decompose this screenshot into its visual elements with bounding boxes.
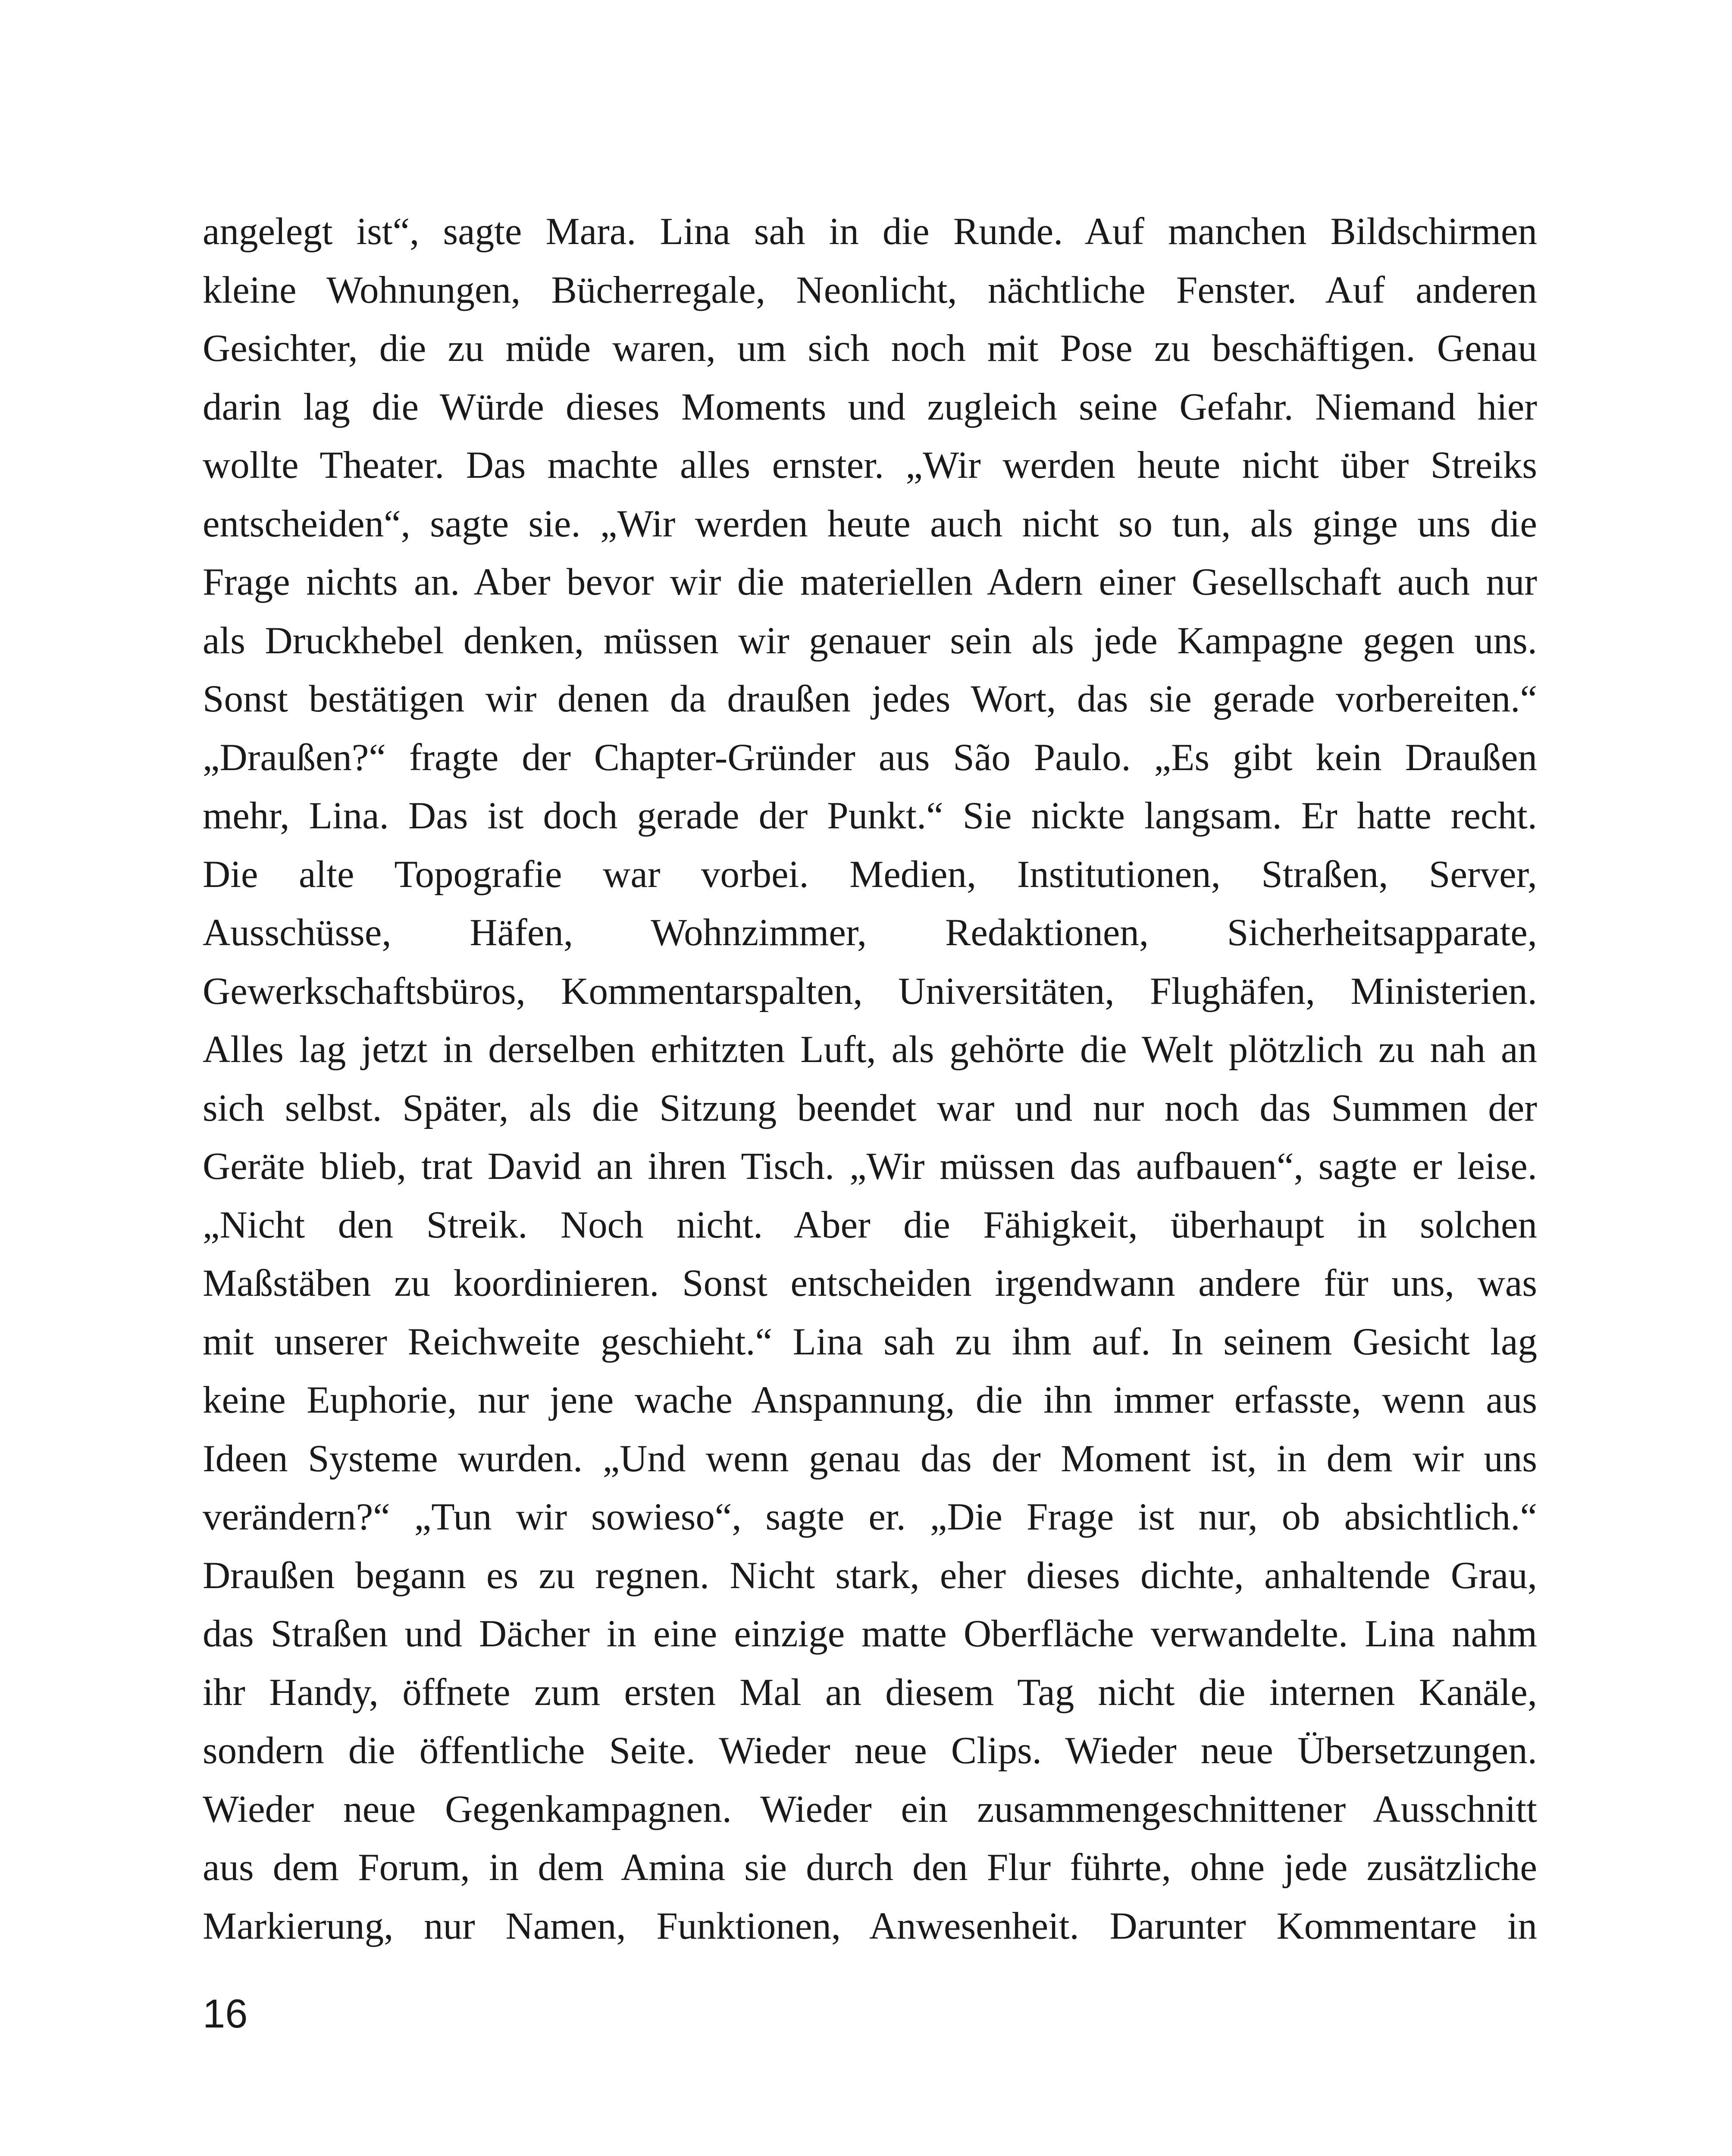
text-line: das Straßen und Dächer in eine einzige matte Oberfläche verwandelte. Lina nahm: [203, 1613, 1537, 1655]
text-line: wollte Theater. Das machte alles ernster. „Wir werden heute nicht über Streiks: [203, 444, 1537, 486]
text-line: Draußen begann es zu regnen. Nicht stark, eher dieses dichte, anhaltende Grau,: [203, 1554, 1537, 1597]
text-line: mit unserer Reichweite geschieht.“ Lina sah zu ihm auf. In seinem Gesicht lag: [203, 1320, 1537, 1363]
text-line: Gewerkschaftsbüros, Kommentarspalten, Universitäten, Flughäfen, Ministerien.: [203, 970, 1537, 1012]
text-line: aus dem Forum, in dem Amina sie durch den Flur führte, ohne jede zusätzliche: [203, 1846, 1537, 1889]
text-line: sich selbst. Später, als die Sitzung beendet war und nur noch das Summen der: [203, 1087, 1537, 1129]
text-line: keine Euphorie, nur jene wache Anspannung, die ihn immer erfasste, wenn aus: [203, 1379, 1537, 1421]
text-line: Die alte Topografie war vorbei. Medien, Institutionen, Straßen, Server,: [203, 853, 1537, 896]
text-line: Alles lag jetzt in derselben erhitzten Luft, als gehörte die Welt plötzlich zu nah an: [203, 1028, 1537, 1071]
text-line: sondern die öffentliche Seite. Wieder neue Clips. Wieder neue Übersetzungen.: [203, 1730, 1537, 1772]
text-line: ihr Handy, öffnete zum ersten Mal an diesem Tag nicht die internen Kanäle,: [203, 1671, 1537, 1714]
text-line: „Nicht den Streik. Noch nicht. Aber die Fähigkeit, überhaupt in solchen: [203, 1203, 1537, 1246]
text-line: angelegt ist“, sagte Mara. Lina sah in die Runde. Auf manchen Bildschirmen: [203, 210, 1537, 253]
text-line: Markierung, nur Namen, Funktionen, Anwesenheit. Darunter Kommentare in: [203, 1905, 1537, 1947]
text-line: verändern?“ „Tun wir sowieso“, sagte er. „Die Frage ist nur, ob absichtlich.“: [203, 1496, 1537, 1538]
page-number: 16: [203, 1991, 248, 2036]
text-line: Ausschüsse, Häfen, Wohnzimmer, Redaktionen, Sicherheitsapparate,: [203, 912, 1537, 954]
text-line: Geräte blieb, trat David an ihren Tisch. „Wir müssen das aufbauen“, sagte er leise.: [203, 1145, 1537, 1188]
text-line: Sonst bestätigen wir denen da draußen jedes Wort, das sie gerade vorbereiten.“: [203, 678, 1537, 720]
text-line: Maßstäben zu koordinieren. Sonst entscheiden irgendwann andere für uns, was: [203, 1262, 1537, 1304]
body-text: [203, 203, 1537, 1955]
text-line: Gesichter, die zu müde waren, um sich noch mit Pose zu beschäftigen. Genau: [203, 327, 1537, 370]
text-line: mehr, Lina. Das ist doch gerade der Punkt.“ Sie nickte langsam. Er hatte recht.: [203, 795, 1537, 837]
text-line: kleine Wohnungen, Bücherregale, Neonlicht, nächtliche Fenster. Auf anderen: [203, 269, 1537, 311]
text-line: als Druckhebel denken, müssen wir genauer sein als jede Kampagne gegen uns.: [203, 619, 1537, 662]
text-line: Wieder neue Gegenkampagnen. Wieder ein zusammengeschnittener Ausschnitt: [203, 1788, 1537, 1830]
text-line: Ideen Systeme wurden. „Und wenn genau das der Moment ist, in dem wir uns: [203, 1437, 1537, 1480]
text-line: darin lag die Würde dieses Moments und zugleich seine Gefahr. Niemand hier: [203, 385, 1537, 428]
text-line: entscheiden“, sagte sie. „Wir werden heute auch nicht so tun, als ginge uns die: [203, 502, 1537, 545]
text-line: „Draußen?“ fragte der Chapter-Gründer aus São Paulo. „Es gibt kein Draußen: [203, 736, 1537, 779]
text-line: Frage nichts an. Aber bevor wir die materiellen Adern einer Gesellschaft auch nur: [203, 561, 1537, 603]
